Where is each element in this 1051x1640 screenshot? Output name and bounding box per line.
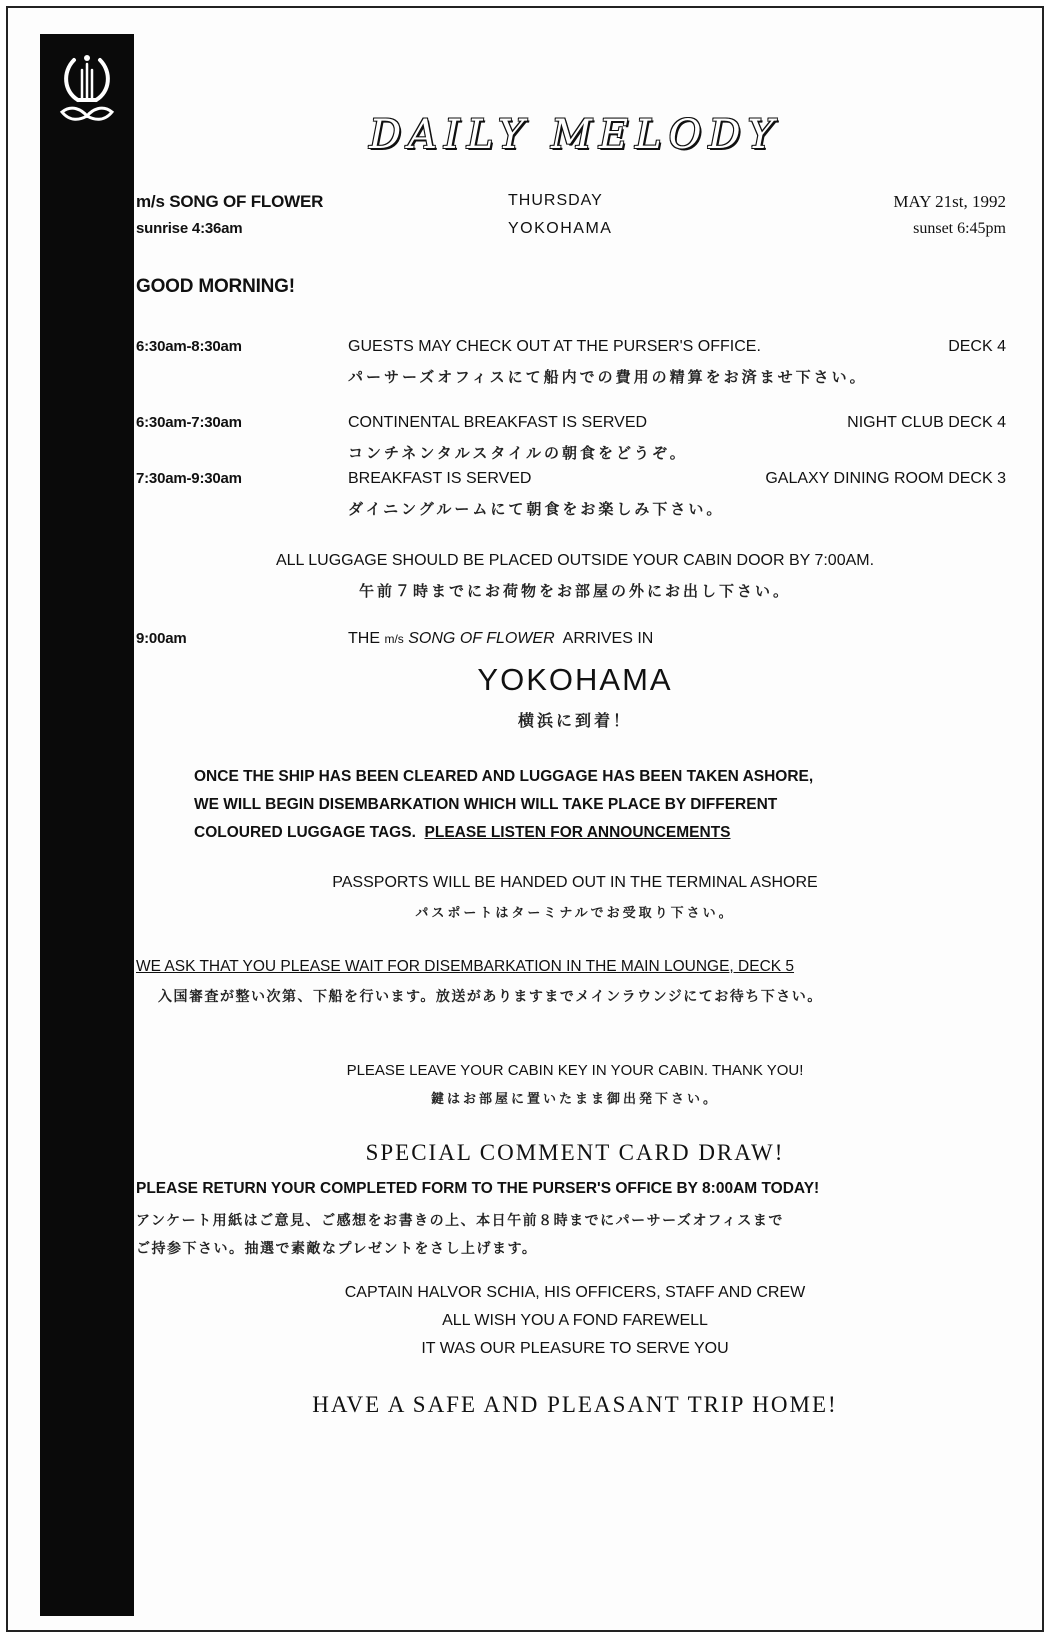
closing-message: HAVE A SAFE AND PLEASANT TRIP HOME!	[312, 1392, 838, 1417]
document-page	[6, 6, 1044, 1632]
weekday: THURSDAY	[508, 192, 603, 209]
passports-notice-jp: パスポートはターミナルでお受取り下さい。	[415, 906, 735, 921]
disembark-line-3	[194, 824, 731, 842]
comment-heading: SPECIAL COMMENT CARD DRAW!	[365, 1140, 785, 1165]
schedule-text-1: GUESTS MAY CHECK OUT AT THE PURSER'S OFFICE.	[348, 338, 761, 355]
arrival-jp: 横浜に到着！	[517, 711, 632, 730]
schedule-location-1: DECK 4	[948, 338, 1006, 355]
schedule-time-3: 7:30am-9:30am	[136, 470, 242, 487]
arrival-prefix: THE	[348, 630, 380, 647]
farewell-line-2: ALL WISH YOU A FOND FAREWELL	[442, 1312, 708, 1329]
disembark-line-2: WE WILL BEGIN DISEMBARKATION WHICH WILL TAKE PLACE BY DIFFERENT	[194, 796, 778, 813]
wait-notice-jp: 入国審査が整い次第、下船を行います。放送がありますまでメインラウンジにてお待ち下さい。	[158, 989, 823, 1005]
comment-instructions-jp-2: ご持参下さい。抽選で素敵なプレゼントをさし上げます。	[136, 1241, 538, 1257]
announcements-notice: PLEASE LISTEN FOR ANNOUNCEMENTS	[424, 824, 731, 841]
disembark-line-1: ONCE THE SHIP HAS BEEN CLEARED AND LUGGAGE HAS BEEN TAKEN ASHORE,	[194, 768, 814, 785]
schedule-jp-3: ダイニングルームにて朝食をお楽しみ下さい。	[348, 500, 725, 518]
greeting: GOOD MORNING!	[136, 276, 295, 297]
date: MAY 21st, 1992	[893, 192, 1006, 211]
schedule-text-3: BREAKFAST IS SERVED	[348, 470, 532, 487]
arrival-ship-prefix: m/s	[384, 632, 404, 646]
comment-instructions-jp-1: アンケート用紙はご意見、ご感想をお書きの上、本日午前８時までにパーサーズオフィスまで	[136, 1213, 784, 1229]
schedule-text-2: CONTINENTAL BREAKFAST IS SERVED	[348, 414, 648, 431]
schedule-location-3: GALAXY DINING ROOM DECK 3	[765, 470, 1006, 487]
document-title: DAILY MELODY	[369, 112, 781, 158]
farewell-line-1: CAPTAIN HALVOR SCHIA, HIS OFFICERS, STAFF AND CREW	[344, 1284, 806, 1301]
passports-notice: PASSPORTS WILL BE HANDED OUT IN THE TERMINAL ASHORE	[332, 874, 818, 891]
schedule-time-1: 6:30am-8:30am	[136, 338, 242, 355]
black-sidebar	[40, 34, 134, 1616]
farewell-line-3: IT WAS OUR PLEASURE TO SERVE YOU	[421, 1340, 729, 1357]
luggage-notice-jp: 午前７時までにお荷物をお部屋の外にお出し下さい。	[358, 582, 791, 600]
comment-instructions: PLEASE RETURN YOUR COMPLETED FORM TO THE PURSER'S OFFICE BY 8:00AM TODAY!	[136, 1180, 820, 1197]
luggage-notice: ALL LUGGAGE SHOULD BE PLACED OUTSIDE YOUR CABIN DOOR BY 7:00AM.	[275, 552, 875, 569]
lyre-icon	[54, 50, 120, 130]
arrival-line	[348, 630, 653, 648]
schedule-location-2: NIGHT CLUB DECK 4	[847, 414, 1006, 431]
sunrise: sunrise 4:36am	[136, 220, 243, 237]
schedule-time-2: 6:30am-7:30am	[136, 414, 242, 431]
port-name: YOKOHAMA	[508, 220, 613, 237]
schedule-jp-1: パーサーズオフィスにて船内での費用の精算をお済ませ下さい。	[348, 368, 868, 386]
key-notice-jp: 鍵はお部屋に置いたまま御出発下さい。	[430, 1092, 719, 1107]
disembark-tags: COLOURED LUGGAGE TAGS.	[194, 824, 416, 841]
schedule-jp-2: コンチネンタルスタイルの朝食をどうぞ。	[348, 444, 688, 462]
wait-notice: WE ASK THAT YOU PLEASE WAIT FOR DISEMBARKATION IN THE MAIN LOUNGE, DECK 5	[136, 958, 795, 975]
key-notice: PLEASE LEAVE YOUR CABIN KEY IN YOUR CABIN. THANK YOU!	[346, 1062, 804, 1079]
arrival-ship: SONG OF FLOWER	[408, 630, 555, 647]
sunset: sunset 6:45pm	[913, 220, 1006, 237]
arrival-time: 9:00am	[136, 630, 187, 647]
ship-name: m/s SONG OF FLOWER	[136, 192, 324, 211]
arrival-port: YOKOHAMA	[477, 662, 673, 697]
arrival-suffix: ARRIVES IN	[562, 630, 654, 647]
